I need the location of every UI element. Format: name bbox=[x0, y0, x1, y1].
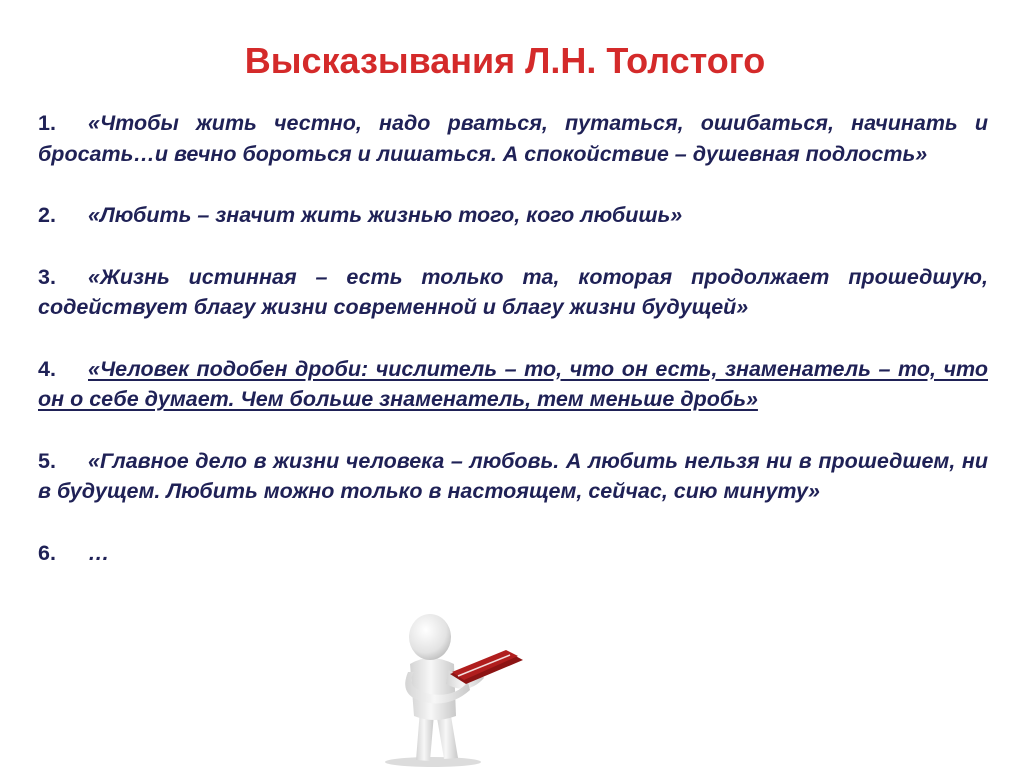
quote-text: «Главное дело в жизни человека – любовь. А любить нельзя ни в прошедшем, ни в будущем. Любить можно только в настоящем, сейчас, сию минуту» bbox=[38, 448, 988, 503]
slide-title: Высказывания Л.Н. Толстого bbox=[244, 40, 766, 81]
quote-item-5 bbox=[38, 446, 988, 507]
quote-text: «Любить – значит жить жизнью того, кого любишь» bbox=[88, 203, 683, 227]
quote-number: 5. bbox=[38, 448, 56, 473]
quote-item-1 bbox=[38, 108, 988, 169]
quote-text: «Чтобы жить честно, надо рваться, путаться, ошибаться, начинать и бросать…и вечно бороться и лишаться. А спокойствие – душевная подлость» bbox=[38, 111, 988, 166]
quote-number: 3. bbox=[38, 264, 56, 289]
quote-text: «Жизнь истинная – есть только та, которая продолжает прошедшую, содействует благу жизни современной и благу жизни будущей» bbox=[38, 264, 988, 319]
quote-item-6 bbox=[38, 538, 988, 569]
quote-text: «Человек подобен дроби: числитель – то, что он есть, знаменатель – то, что он о себе думает. Чем больше знаменатель, тем меньше дробь» bbox=[38, 356, 988, 411]
quote-item-2 bbox=[38, 200, 988, 231]
quote-number: 4. bbox=[38, 356, 56, 381]
quote-number: 2. bbox=[38, 203, 56, 227]
quote-text: … bbox=[88, 540, 110, 565]
quote-number: 1. bbox=[38, 111, 56, 135]
quotes-list bbox=[38, 108, 988, 599]
person-with-book-icon bbox=[358, 612, 548, 767]
quote-item-4 bbox=[38, 354, 988, 415]
quote-item-3 bbox=[38, 262, 988, 323]
quote-number: 6. bbox=[38, 540, 56, 565]
